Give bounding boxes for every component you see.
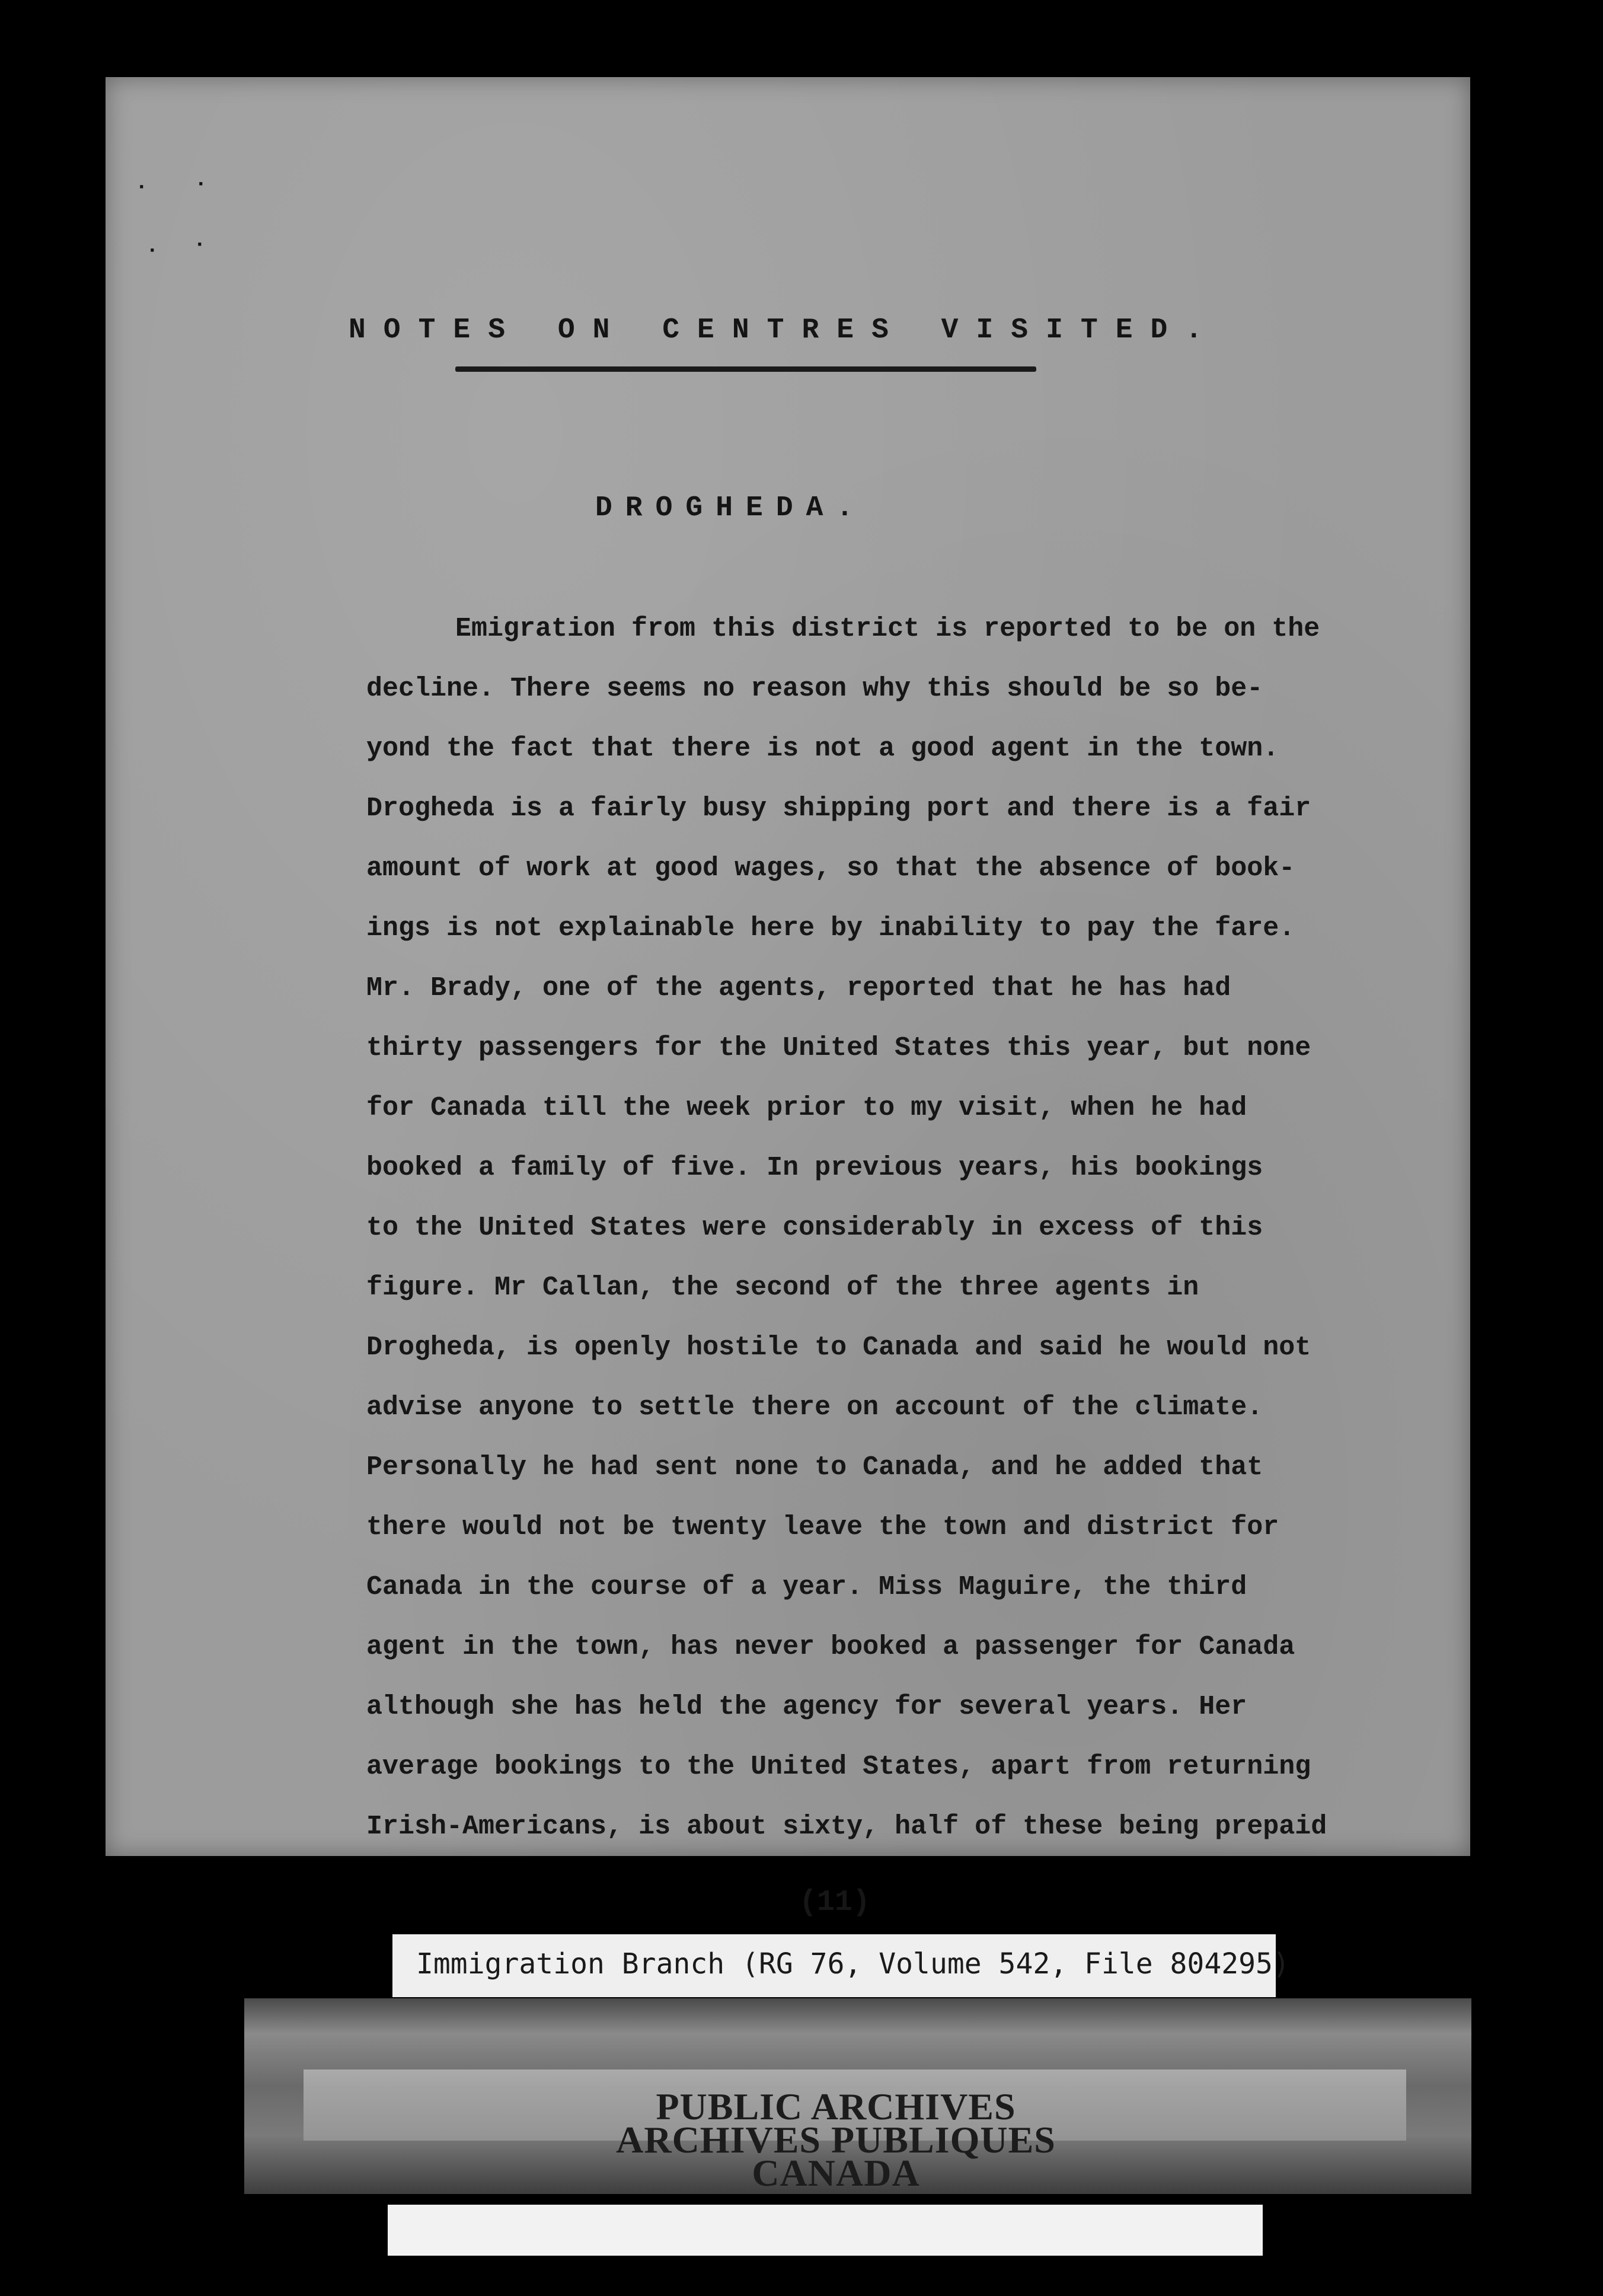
citation-text: Immigration Branch (RG 76, Volume 542, File 804295): [416, 1947, 1290, 1981]
page-heading: NOTES ON CENTRES VISITED.: [349, 314, 1221, 346]
body-line: booked a family of five. In previous years, his bookings: [366, 1153, 1263, 1183]
body-line: figure. Mr Callan, the second of the three agents in: [366, 1273, 1199, 1303]
body-line: although she has held the agency for several years. Her: [366, 1692, 1247, 1722]
body-line: average bookings to the United States, apart from returning: [366, 1752, 1311, 1782]
body-line: Canada in the course of a year. Miss Maguire, the third: [366, 1572, 1247, 1602]
page-number: (11): [799, 1886, 871, 1919]
body-line: Personally he had sent none to Canada, and he added that: [366, 1452, 1263, 1482]
body-paragraph: [366, 599, 1493, 1857]
body-line: there would not be twenty leave the town and district for: [366, 1512, 1279, 1542]
body-line: ings is not explainable here by inability to pay the fare.: [366, 913, 1295, 943]
archives-stamp-line: PUBLIC ARCHIVES: [656, 2085, 1016, 2128]
body-line: Irish-Americans, is about sixty, half of these being prepaid: [366, 1812, 1327, 1842]
body-line: agent in the town, has never booked a passenger for Canada: [366, 1632, 1295, 1662]
section-heading: DROGHEDA.: [595, 492, 867, 524]
body-line: Emigration from this district is reported to be on the: [455, 614, 1320, 644]
blank-label: [388, 2205, 1263, 2256]
body-line: Drogheda, is openly hostile to Canada and said he would not: [366, 1332, 1311, 1363]
body-line: decline. There seems no reason why this should be so be-: [366, 674, 1263, 704]
document-page: · · · · NOTES ON CENTRES VISITED. DROGHEDA. Emigration from this district is reported to be on the decline. There seems no reason why this should be so be- yond the fact that there is not a good agent in the town. Drogheda is a fairly busy shipping port and there is a fair amount of work at good wages, so that the absence of book- ings is not explainable here by inability to pay the fare. Mr. Brady, one of the agents, reported that he has had thirty passengers for the United States this year, but none for Canada till the week prior to my visit, when he had booked a family of five. In previous years, his bookings to the United States were considerably in excess of this figure. Mr Callan, the second of the three agents in Drogheda, is openly hostile to Canada and said he would not advise anyone to settle there on account of the climate. Personally he had sent none to Canada, and he added that there would not be twenty leave the town and district for Canada in the course of a year. Miss Maguire, the third agent in the town, has never booked a passenger for Canada although she has held the agency for several years. Her average bookings to the United States, apart from returning Irish-Americans, is about sixty, half of these being prepaid (11): [106, 77, 1470, 1856]
archives-stamp-line: ARCHIVES PUBLIQUES: [616, 2119, 1056, 2161]
archives-stamp-line: CANADA: [752, 2152, 920, 2194]
body-line: to the United States were considerably in excess of this: [366, 1213, 1263, 1243]
body-line: yond the fact that there is not a good agent in the town.: [366, 734, 1279, 764]
body-line: amount of work at good wages, so that the absence of book-: [366, 853, 1295, 884]
body-line: Mr. Brady, one of the agents, reported that he has had: [366, 973, 1231, 1003]
citation-label: [392, 1934, 1290, 1997]
body-line: for Canada till the week prior to my visit, when he had: [366, 1093, 1247, 1123]
body-line: thirty passengers for the United States this year, but none: [366, 1033, 1311, 1063]
body-line: advise anyone to settle there on account of the climate.: [366, 1392, 1263, 1423]
body-line: Drogheda is a fairly busy shipping port and there is a fair: [366, 793, 1311, 824]
archives-stamp: [593, 2085, 1079, 2194]
heading-underline: [455, 366, 1036, 372]
